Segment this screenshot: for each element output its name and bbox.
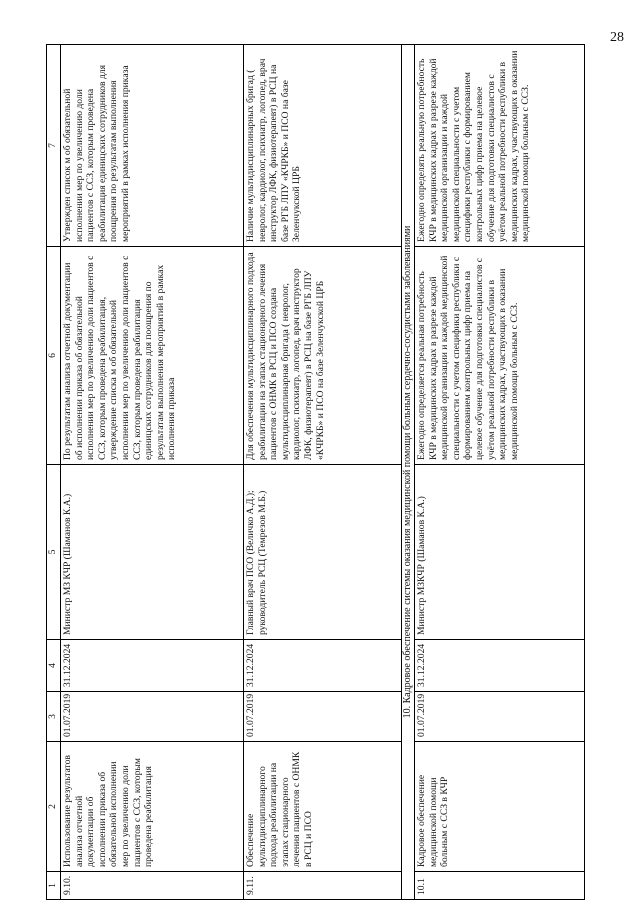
event-cell: Использование результатов анализа отчетной документации об исполнении приказа об обязательной исполнении мер по увеличению доли пациентов с ССЗ, которым проведена реабилитация bbox=[61, 742, 244, 872]
header-cell: 5 bbox=[47, 465, 61, 640]
table-row bbox=[244, 45, 402, 900]
responsible-cell: Министр МЗКЧР (Шаманов К.А.) bbox=[415, 465, 585, 640]
indicator-cell: Наличие мультидисциплинарных бригад ( невролог, кардиолог, психиатр, логопед, врач инструктор ЛФК, физиотерапевт) в РСЦ на базе РГБ ЛПУ «КЧРКБ» и ПСО на базе Зеленчукской ЦРБ bbox=[244, 45, 402, 247]
row-number: 9.11. bbox=[244, 872, 402, 900]
end-date-cell: 31.12.2024 bbox=[415, 640, 585, 692]
event-cell: Обеспечение мультидисциплинарного подхода реабилитации на этапах стационарного лечения пациентов с ОНМК в РСЦ и ПСО bbox=[244, 742, 402, 872]
table-row bbox=[61, 45, 244, 900]
result-cell: Ежегодно определяется реальная потребность КЧР в медицинских кадрах в разрезе каждой медицинской организации и каждой медицинской специальности с учетом специфики республики с формированием контрольных цифр приема на целевое обучение для подготовки специалистов с учётом реальной потребности республики в медицинских кадрах, участвующих в оказании медицинской помощи больным с ССЗ. bbox=[415, 247, 585, 465]
page-number: 28 bbox=[610, 30, 624, 45]
event-cell: Кадровое обеспечение медицинской помощи больным с ССЗ в КЧР bbox=[415, 742, 585, 872]
header-row bbox=[47, 45, 61, 900]
indicator-cell: Утвержден список м об обязательной исполнении мер по увеличению доли пациентов с ССЗ, которым проведена реабилитация единицских сотрудников для поощрения по результатам выполнения мероприятий в рамках исполнения приказа bbox=[61, 45, 244, 247]
section-row bbox=[402, 45, 415, 900]
section-title: 10. Кадровое обеспечение системы оказания медицинской помощи больным сердечно-сосудистыми заболеваниями bbox=[402, 45, 415, 900]
table-row bbox=[415, 45, 585, 900]
indicator-cell: Ежегодно определять реальную потребность КЧР в медицинских кадрах в разрезе каждой медицинской организации и каждой медицинской специальности с учетом специфики республики с формированием контрольных цифр приема на целевое обучение для подготовки специалистов с учётом реальной потребности республики в медицинских кадрах, участвующих в оказании медицинской помощи больным с ССЗ. bbox=[415, 45, 585, 247]
header-cell: 2 bbox=[47, 742, 61, 872]
responsible-cell: Министр МЗ КЧР (Шаманов К.А.) bbox=[61, 465, 244, 640]
end-date-cell: 31.12.2024 bbox=[244, 640, 402, 692]
rotated-page bbox=[46, 45, 586, 900]
row-number: 9.10. bbox=[61, 872, 244, 900]
header-cell: 6 bbox=[47, 247, 61, 465]
row-number: 10.1 bbox=[415, 872, 585, 900]
start-date-cell: 01.07.2019 bbox=[244, 692, 402, 742]
result-cell: По результатам анализа отчетной документации об исполнении приказа об обязательной исполнении мер по увеличению доли пациентов с ССЗ, которым проведена реабилитация, утверждение списка м об обязательной исполнении мер по увеличению доли пациентов с ССЗ, которым проведена реабилитация единицских сотрудников для поощрения по результатам выполнения мероприятий в рамках исполнения приказа bbox=[61, 247, 244, 465]
plan-table bbox=[46, 44, 585, 900]
header-cell: 4 bbox=[47, 640, 61, 692]
header-cell: 1 bbox=[47, 872, 61, 900]
start-date-cell: 01.07.2019 bbox=[415, 692, 585, 742]
end-date-cell: 31.12.2024 bbox=[61, 640, 244, 692]
result-cell: Для обеспечения мультидисциплинарного подхода реабилитации на этапах стационарного лечения пациентов с ОНМК в РСЦ и ПСО создана мультидисциплинарная бригада ( невролог, кардиолог, психиатр, логопед, врач инструктор ЛФК, физиотерапевт) в РСЦ на базе РГБ ЛПУ «КЧРКБ» и ПСО на базе Зеленчукской ЦРБ bbox=[244, 247, 402, 465]
header-cell: 3 bbox=[47, 692, 61, 742]
start-date-cell: 01.07.2019 bbox=[61, 692, 244, 742]
header-cell: 7 bbox=[47, 45, 61, 247]
responsible-cell: Главный врач ПСО (Величко А.Д.); руководитель РСЦ (Темрезов М.Б.) bbox=[244, 465, 402, 640]
